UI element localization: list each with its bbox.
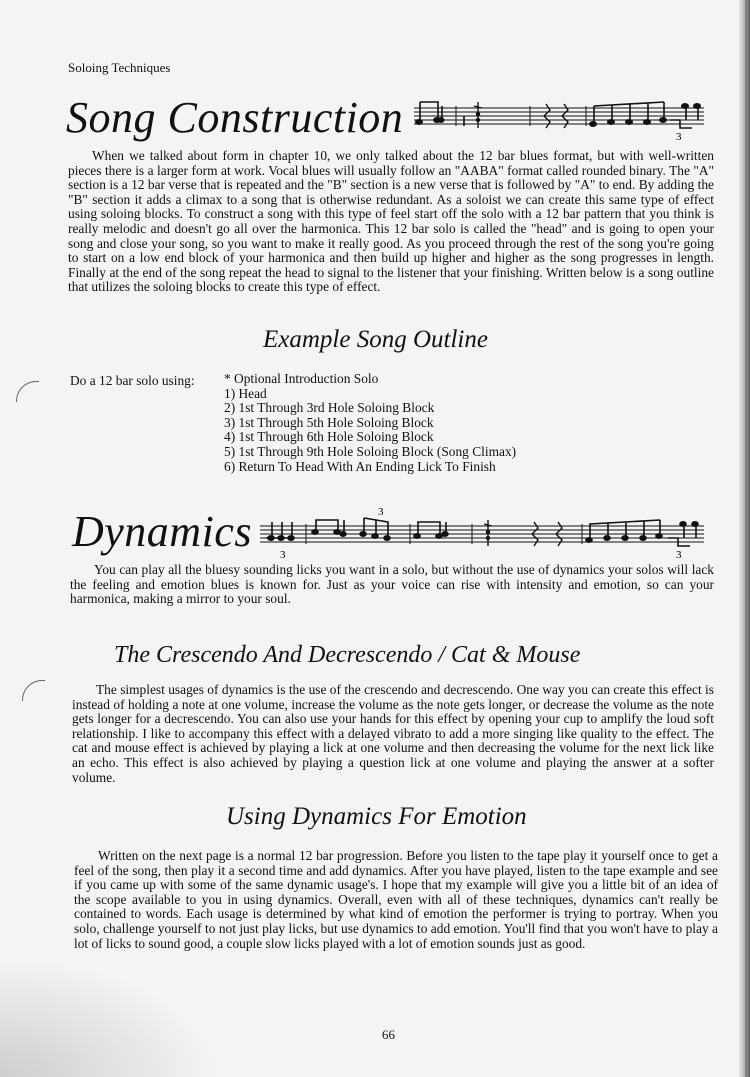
section-title-crescendo: The Crescendo And Decrescendo / Cat & Mouse	[114, 642, 581, 668]
list-item: 3) 1st Through 5th Hole Soloing Block	[224, 414, 434, 430]
running-header: Soloing Techniques	[68, 60, 171, 75]
music-staff-ornament-2	[258, 504, 708, 562]
song-construction-paragraph: When we talked about form in chapter 10, we only talked about the 12 bar blues format, but with well-written pieces there is a larger form at work. Vocal blues will usually follow an "AABA" format called rounded binary. The "A" section is a 12 bar verse that is repeated and the "B" section is a new verse that is followed by "A" to end. By adding the "B" section it adds a climax to a song that is otherwise redundant. As a soloist we can create this same type of effect using soloing blocks. To construct a song with this type of feel start off the solo with a 12 bar pattern that you think is really melodic and doesn't go all over the harmonica. This 12 bar solo is called the "head" and is going to open your song and close your song, so you want to make it really good. As you proceed through the rest of the song you're going to start on a low end block of your harmonica and then build up higher and higher as the song progresses in length. Finally at the end of the song repeat the head to signal to the listener that your finishing. Written below is a song outline that utilizes the soloing blocks to create this type of effect.	[68, 148, 714, 295]
list-item: 4) 1st Through 6th Hole Soloing Block	[224, 429, 434, 445]
page-edge-shadow	[738, 0, 750, 1077]
triplet-mark: 3	[676, 549, 682, 561]
crescendo-paragraph: The simplest usages of dynamics is the use of the crescendo and decrescendo. One way you can create this effect is instead of holding a note at one volume, increase the volume as the note gets longer, or decrease the volume as the note gets longer for a decrescendo. You can also use your hands for this effect by opening your cup to amplify the loud soft relationship. I like to accompany this effect with a delayed vibrato to add a more singing like quality to the effect. The cat and mouse effect is achieved by playing a lick at one volume and then decreasing the volume for the next lick like an echo. This effect is also achieved by playing a question lick at one volume and playing the answer at a softer volume.	[72, 682, 714, 785]
section-title-dynamics: Dynamics	[72, 507, 252, 556]
list-item: 6) Return To Head With An Ending Lick To Finish	[224, 458, 496, 474]
emotion-paragraph: Written on the next page is a normal 12 bar progression. Before you listen to the tape play it yourself once to get a feel of the song, then play it a second time and add dynamics. After you have played, listen to the tape example and see if you came up with some of the same dynamic usage's. I hope that my example will give you a little bit of an idea of the scope available to you in using dynamics. Overall, even with all of these techniques, dynamics can't really be contained to words. Each usage is determined by what kind of emotion the performer is trying to portray. When you solo, challenge yourself to not just play licks, but use dynamics to add emotion. You'll find that you won't have to play a lot of licks to sound good, a couple slow licks played with a lot of emotion sounds just as good.	[74, 848, 718, 951]
page-number: 66	[382, 1027, 395, 1042]
section-title-song-construction: Song Construction	[66, 93, 404, 142]
outline-label: Do a 12 bar solo using:	[70, 373, 195, 388]
page-edge-line	[745, 0, 747, 1077]
outline-list	[224, 372, 516, 474]
list-item: 1) Head	[224, 385, 267, 401]
dynamics-paragraph: You can play all the bluesy sounding licks you want in a solo, but without the use of dynamics your solos will lack the feeling and emotion blues is known for. Just as your voice can rise with intensity and emotion, so can your harmonica, making a mirror to your soul.	[70, 562, 714, 607]
triplet-mark: 3	[676, 131, 682, 142]
section-title-example-outline: Example Song Outline	[263, 326, 488, 353]
binder-hole-mark	[16, 381, 39, 402]
triplet-mark: 3	[280, 549, 286, 561]
section-title-emotion: Using Dynamics For Emotion	[226, 803, 527, 830]
music-staff-ornament-1	[412, 96, 707, 142]
binder-hole-mark	[22, 680, 45, 701]
list-item: * Optional Introduction Solo	[224, 371, 379, 386]
scan-shadow	[0, 957, 220, 1077]
list-item: 2) 1st Through 3rd Hole Soloing Block	[224, 400, 435, 416]
triplet-mark: 3	[378, 506, 384, 518]
list-item: 5) 1st Through 9th Hole Soloing Block (Song Climax)	[224, 443, 517, 459]
